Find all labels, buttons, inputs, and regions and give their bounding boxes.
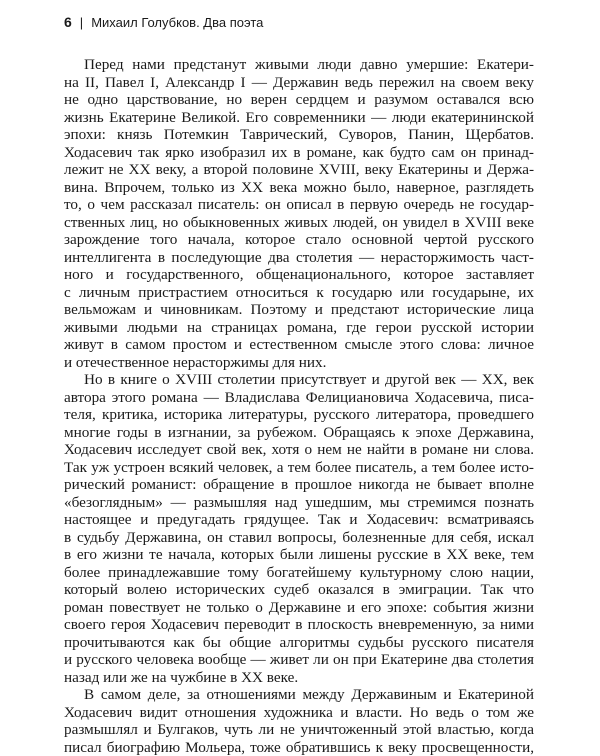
text-line: ного и государственного, общенационального, которое заставляет xyxy=(64,266,534,284)
text-line: рический романист: обращение в прошлое никогда не бывает вполне xyxy=(64,476,534,494)
text-line: назад или же на чужбине в XX веке. xyxy=(64,669,534,687)
text-line: в судьбу Державина, он ставил вопросы, болезненные для себя, искал xyxy=(64,529,534,547)
text-line: лежит не XX веку, а второй половине XVIII, веку Екатерины и Держа- xyxy=(64,161,534,179)
text-line: вельможам и чиновникам. Поэтому и предстают исторические лица xyxy=(64,301,534,319)
text-line: Ходасевич так ярко изобразил их в романе, как будто сам он принад- xyxy=(64,144,534,162)
running-title: Михаил Голубков. Два поэта xyxy=(91,15,263,30)
text-line: Перед нами предстанут живыми люди давно умершие: Екатери- xyxy=(64,56,534,74)
text-line: интеллигента в последующие два столетия — нерасторжимость част- xyxy=(64,249,534,267)
text-line: ственных лиц, но обыкновенных живых людей, он увидел в XVIII веке xyxy=(64,214,534,232)
text-line: размышлял и Булгаков, чуть ли не уничтоженный этой властью, когда xyxy=(64,721,534,739)
text-line: эпохи: князь Потемкин Таврический, Суворов, Панин, Щербатов. xyxy=(64,126,534,144)
text-line: Но в книге о XVIII столетии присутствует и другой век — XX, век xyxy=(64,371,534,389)
body-text xyxy=(64,56,534,756)
text-line: зарождение того начала, которое стало основной чертой русского xyxy=(64,231,534,249)
page-number: 6 xyxy=(64,14,72,30)
paragraph xyxy=(64,56,534,371)
paragraph xyxy=(64,686,534,756)
text-line: на II, Павел I, Александр I — Державин ведь пережил на своем веку xyxy=(64,74,534,92)
text-line: и отечественное нерасторжимы для них. xyxy=(64,354,534,372)
header-separator: | xyxy=(80,15,83,30)
text-line: с личным пристрастием относиться к государю или государыне, их xyxy=(64,284,534,302)
text-line: автора этого романа — Владислава Фелициановича Ходасевича, писа- xyxy=(64,389,534,407)
paragraph xyxy=(64,371,534,686)
text-line: В самом деле, за отношениями между Державиным и Екатериной xyxy=(64,686,534,704)
text-line: настоящее и предугадать грядущее. Так и Ходасевич: всматриваясь xyxy=(64,511,534,529)
text-line: в его жизни те начала, которых были лишены русские в XX веке, тем xyxy=(64,546,534,564)
text-line: вина. Впрочем, только из XX века можно было, наверное, разглядеть xyxy=(64,179,534,197)
text-line: Ходасевич исследует свой век, хотя о нем не найти в романе ни слова. xyxy=(64,441,534,459)
text-line: не одно царствование, но верен сердцем и разумом оставался всю xyxy=(64,91,534,109)
text-line: теля, критика, историка литературы, русского литератора, проведшего xyxy=(64,406,534,424)
running-head xyxy=(64,14,544,36)
text-line: живыми людьми на страницах романа, где герои русской истории xyxy=(64,319,534,337)
text-line: прочитываются как бы общие алгоритмы судьбы русского писателя xyxy=(64,634,534,652)
text-line: роман повествует не только о Державине и его эпохе: события жизни xyxy=(64,599,534,617)
text-line: жизнь Екатерине Великой. Его современники — люди екатерининской xyxy=(64,109,534,127)
text-line: Ходасевич видит отношения художника и власти. Но ведь о том же xyxy=(64,704,534,722)
text-line: который волею исторических судеб оказался в эмиграции. Так что xyxy=(64,581,534,599)
text-line: и русского человека вообще — живет ли он при Екатерине два столетия xyxy=(64,651,534,669)
text-line: писал биографию Мольера, тоже обратившись к веку просвещенности, xyxy=(64,739,534,756)
text-line: «безоглядным» — размышляя над ушедшим, мы стремимся познать xyxy=(64,494,534,512)
text-line: многие годы в изгнании, за рубежом. Обращаясь к эпохе Державина, xyxy=(64,424,534,442)
text-line: своего героя Ходасевич переводит в плоскость вневременную, за ними xyxy=(64,616,534,634)
text-line: то, о чем рассказал писатель: он описал в первую очередь не государ- xyxy=(64,196,534,214)
text-line: Так уж устроен всякий человек, а тем более писатель, а тем более истo- xyxy=(64,459,534,477)
text-line: более принадлежавшие тому богатейшему культурному слою нации, xyxy=(64,564,534,582)
text-line: живут в самом простом и естественном смысле этого слова: личное xyxy=(64,336,534,354)
